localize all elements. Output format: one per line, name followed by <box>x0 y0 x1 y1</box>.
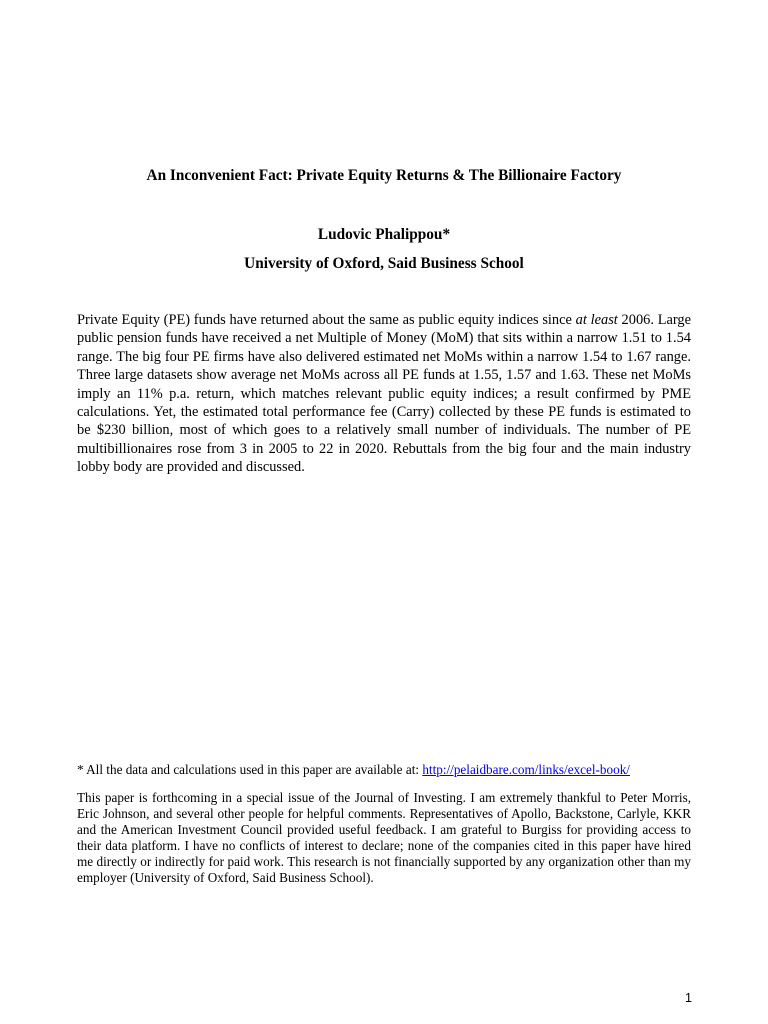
author-affiliation: University of Oxford, Said Business School <box>244 255 524 272</box>
author-name: Ludovic Phalippou* <box>317 226 451 243</box>
data-availability-footnote <box>77 761 691 778</box>
abstract-paragraph <box>77 311 691 477</box>
abstract-text-end: 2006. Large public pension funds have received a net Multiple of Money (MoM) that sits within a narrow 1.51 to 1.54 range. The big four PE firms have also delivered estimated net MoMs within a narrow 1.54 to 1.67 range. Three large datasets show average net MoMs across all PE funds at 1.55, 1.57 and 1.63. These net MoMs imply an 11% p.a. return, which matches relevant public equity indices; a result confirmed by PME calculations. Yet, the estimated total performance fee (Carry) collected by these PE funds is estimated to be $230 billion, most of which goes to a relatively small number of individuals. The number of PE multibillionaires rose from 3 in 2005 to 22 in 2020. Rebuttals from the big four and the main industry lobby body are provided and discussed. <box>77 312 691 476</box>
paper-title: An Inconvenient Fact: Private Equity Returns & The Billionaire Factory <box>146 167 622 184</box>
excel-book-link[interactable]: http://pelaidbare.com/links/excel-book/ <box>422 762 630 777</box>
footnote-text: * All the data and calculations used in this paper are available at: <box>77 762 423 777</box>
abstract-text-start: Private Equity (PE) funds have returned about the same as public equity indices since <box>77 312 576 328</box>
abstract-emphasis: at least <box>575 312 618 328</box>
page-number: 1 <box>685 991 692 1005</box>
acknowledgements-paragraph: This paper is forthcoming in a special issue of the Journal of Investing. I am extremely thankful to Peter Morris, Eric Johnson, and several other people for helpful comments. Representatives of Apollo, Backstone, Carlyle, KKR and the American Investment Council provided useful feedback. I am grateful to Burgiss for providing access to their data platform. I have no conflicts of interest to declare; none of the companies cited in this paper have hired me directly or indirectly for paid work. This research is not financially supported by any organization other than my employer (University of Oxford, Said Business School). <box>77 790 691 886</box>
